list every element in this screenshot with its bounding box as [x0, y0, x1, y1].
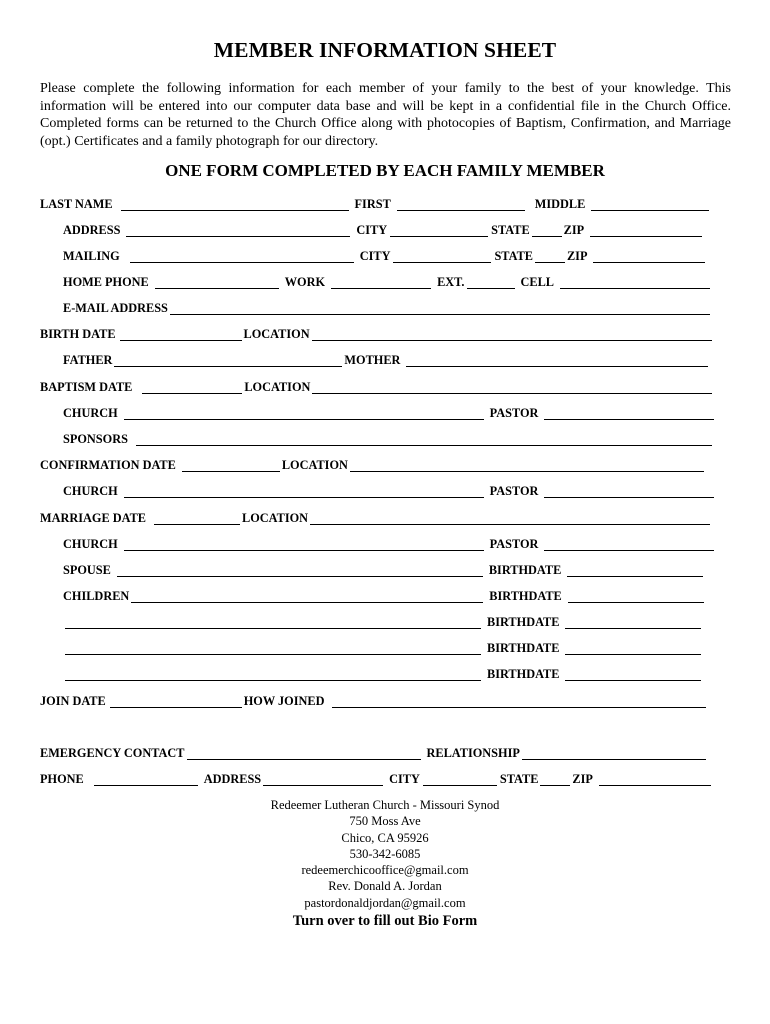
sponsors-field[interactable] [136, 431, 712, 446]
state-field[interactable] [532, 222, 562, 237]
confirmation-pastor-label: PASTOR [489, 484, 539, 498]
confirmation-pastor-field[interactable] [544, 483, 714, 498]
marriage-location-field[interactable] [310, 510, 710, 525]
mailing-state-label: STATE [494, 249, 533, 263]
child-1-field[interactable] [131, 588, 483, 603]
middle-name-label: MIDDLE [534, 197, 586, 211]
church-name: Redeemer Lutheran Church - Missouri Synod [270, 798, 500, 812]
baptism-pastor-label: PASTOR [489, 406, 539, 420]
emergency-phone-label: PHONE [40, 772, 84, 786]
birth-date-label: BIRTH DATE [40, 327, 116, 341]
first-name-label: FIRST [354, 197, 391, 211]
join-date-label: JOIN DATE [40, 694, 106, 708]
work-label: WORK [284, 275, 326, 289]
child-2-birthdate-label: BIRTHDATE [487, 615, 560, 629]
email-row [61, 297, 710, 315]
city-field[interactable] [390, 222, 488, 237]
child-3-birthdate-label: BIRTHDATE [487, 641, 560, 655]
confirmation-row [38, 454, 704, 472]
mailing-field[interactable] [130, 248, 354, 263]
birth-location-field[interactable] [312, 326, 712, 341]
spouse-birthdate-label: BIRTHDATE [488, 563, 562, 577]
work-phone-field[interactable] [331, 274, 431, 289]
parents-row [61, 349, 712, 367]
emergency-state-label: STATE [499, 772, 539, 786]
join-row [38, 690, 710, 708]
child-4-birthdate-label: BIRTHDATE [487, 667, 560, 681]
pastor-name: Rev. Donald A. Jordan [328, 879, 442, 894]
marriage-location-label: LOCATION [242, 511, 309, 525]
child-4-field[interactable] [65, 666, 481, 681]
home-phone-label: HOME PHONE [63, 275, 149, 289]
emergency-contact-label: EMERGENCY CONTACT [40, 746, 185, 760]
emergency-address-field[interactable] [263, 771, 383, 786]
emergency-details-row [38, 768, 715, 786]
city-label: CITY [356, 223, 388, 237]
address-row [61, 219, 706, 237]
last-name-field[interactable] [121, 196, 349, 211]
how-joined-label: HOW JOINED [243, 694, 325, 708]
cell-field[interactable] [560, 274, 710, 289]
emergency-city-field[interactable] [423, 771, 497, 786]
child-2-birthdate-field[interactable] [565, 614, 701, 629]
mailing-label: MAILING [63, 249, 120, 263]
join-date-field[interactable] [110, 693, 242, 708]
marriage-pastor-label: PASTOR [489, 537, 539, 551]
child-3-field[interactable] [65, 640, 481, 655]
relationship-label: RELATIONSHIP [426, 746, 520, 760]
intro-paragraph: Please complete the following information for each member of your family to the best of your knowledge. This information will be entered into our computer data base and will be kept in a confidential file in the Church Office. Completed forms can be returned to the Church Office along with photocopies of Baptism, Confirmation, and Marriage (opt.) Certificates and a family photograph for our directory. [40, 81, 731, 149]
child-4-birthdate-field[interactable] [565, 666, 701, 681]
mailing-zip-field[interactable] [593, 248, 705, 263]
baptism-church-field[interactable] [124, 405, 484, 420]
child-1-birthdate-label: BIRTHDATE [489, 589, 562, 603]
marriage-row [38, 507, 710, 525]
baptism-location-field[interactable] [312, 379, 712, 394]
church-city-state: Chico, CA 95926 [341, 830, 429, 845]
ext-label: EXT. [437, 275, 465, 289]
baptism-date-label: BAPTISM DATE [40, 380, 133, 394]
how-joined-field[interactable] [332, 693, 706, 708]
page-title: MEMBER INFORMATION SHEET [213, 38, 557, 62]
marriage-date-label: MARRIAGE DATE [40, 511, 147, 525]
baptism-pastor-field[interactable] [544, 405, 714, 420]
address-label: ADDRESS [63, 223, 121, 237]
spouse-row [61, 559, 707, 577]
home-phone-field[interactable] [155, 274, 279, 289]
child-row [61, 637, 705, 655]
confirmation-location-field[interactable] [350, 457, 704, 472]
form-subtitle: ONE FORM COMPLETED BY EACH FAMILY MEMBER [165, 161, 605, 180]
phone-row [61, 271, 714, 289]
church-phone: 530-342-6085 [349, 846, 421, 861]
emergency-city-label: CITY [389, 772, 420, 786]
sponsors-row [61, 428, 716, 446]
emergency-address-label: ADDRESS [203, 772, 262, 786]
email-field[interactable] [170, 300, 710, 315]
mailing-zip-label: ZIP [566, 249, 588, 263]
spouse-birthdate-field[interactable] [567, 562, 703, 577]
turn-over-note: Turn over to fill out Bio Form [292, 913, 478, 930]
marriage-church-row [61, 533, 718, 551]
church-email: redeemerchicooffice@gmail.com [301, 863, 469, 878]
child-3-birthdate-field[interactable] [565, 640, 701, 655]
church-street: 750 Moss Ave [349, 814, 421, 829]
middle-name-field[interactable] [591, 196, 709, 211]
marriage-church-label: CHURCH [63, 537, 118, 551]
marriage-pastor-field[interactable] [544, 536, 714, 551]
mailing-row [61, 245, 709, 263]
spouse-field[interactable] [117, 562, 483, 577]
children-row [61, 585, 708, 603]
child-1-birthdate-field[interactable] [568, 588, 704, 603]
emergency-contact-field[interactable] [187, 745, 421, 760]
mother-field[interactable] [406, 352, 708, 367]
baptism-date-field[interactable] [142, 379, 242, 394]
birth-date-field[interactable] [120, 326, 242, 341]
mailing-state-field[interactable] [535, 248, 565, 263]
birth-row [38, 323, 712, 341]
address-field[interactable] [126, 222, 350, 237]
zip-field[interactable] [590, 222, 702, 237]
baptism-row [38, 376, 712, 394]
confirmation-church-row [61, 480, 718, 498]
emergency-zip-field[interactable] [599, 771, 711, 786]
father-label: FATHER [63, 353, 113, 367]
mailing-city-field[interactable] [393, 248, 491, 263]
children-label: CHILDREN [63, 589, 130, 603]
baptism-church-label: CHURCH [63, 406, 118, 420]
baptism-church-row [61, 402, 718, 420]
confirmation-date-field[interactable] [182, 457, 280, 472]
marriage-church-field[interactable] [124, 536, 484, 551]
marriage-date-field[interactable] [154, 510, 240, 525]
confirmation-location-label: LOCATION [281, 458, 348, 472]
relationship-field[interactable] [522, 745, 706, 760]
child-row [61, 663, 705, 681]
emergency-zip-label: ZIP [572, 772, 593, 786]
mailing-city-label: CITY [359, 249, 391, 263]
pastor-email: pastordonaldjordan@gmail.com [304, 895, 466, 910]
church-contact-footer [0, 797, 770, 929]
emergency-row [38, 742, 706, 760]
sponsors-label: SPONSORS [63, 432, 128, 446]
last-name-label: LAST NAME [40, 197, 113, 211]
baptism-location-label: LOCATION [244, 380, 311, 394]
emergency-state-field[interactable] [540, 771, 570, 786]
confirmation-church-field[interactable] [124, 483, 484, 498]
email-label: E-MAIL ADDRESS [63, 301, 168, 315]
confirmation-church-label: CHURCH [63, 484, 118, 498]
ext-field[interactable] [467, 274, 515, 289]
emergency-phone-field[interactable] [94, 771, 198, 786]
zip-label: ZIP [563, 223, 585, 237]
mother-label: MOTHER [344, 353, 401, 367]
spouse-label: SPOUSE [63, 563, 111, 577]
cell-label: CELL [520, 275, 555, 289]
child-row [61, 611, 705, 629]
birth-location-label: LOCATION [243, 327, 310, 341]
state-label: STATE [491, 223, 530, 237]
name-row [38, 193, 713, 211]
confirmation-date-label: CONFIRMATION DATE [40, 458, 176, 472]
child-2-field[interactable] [65, 614, 481, 629]
first-name-field[interactable] [397, 196, 525, 211]
father-field[interactable] [114, 352, 342, 367]
